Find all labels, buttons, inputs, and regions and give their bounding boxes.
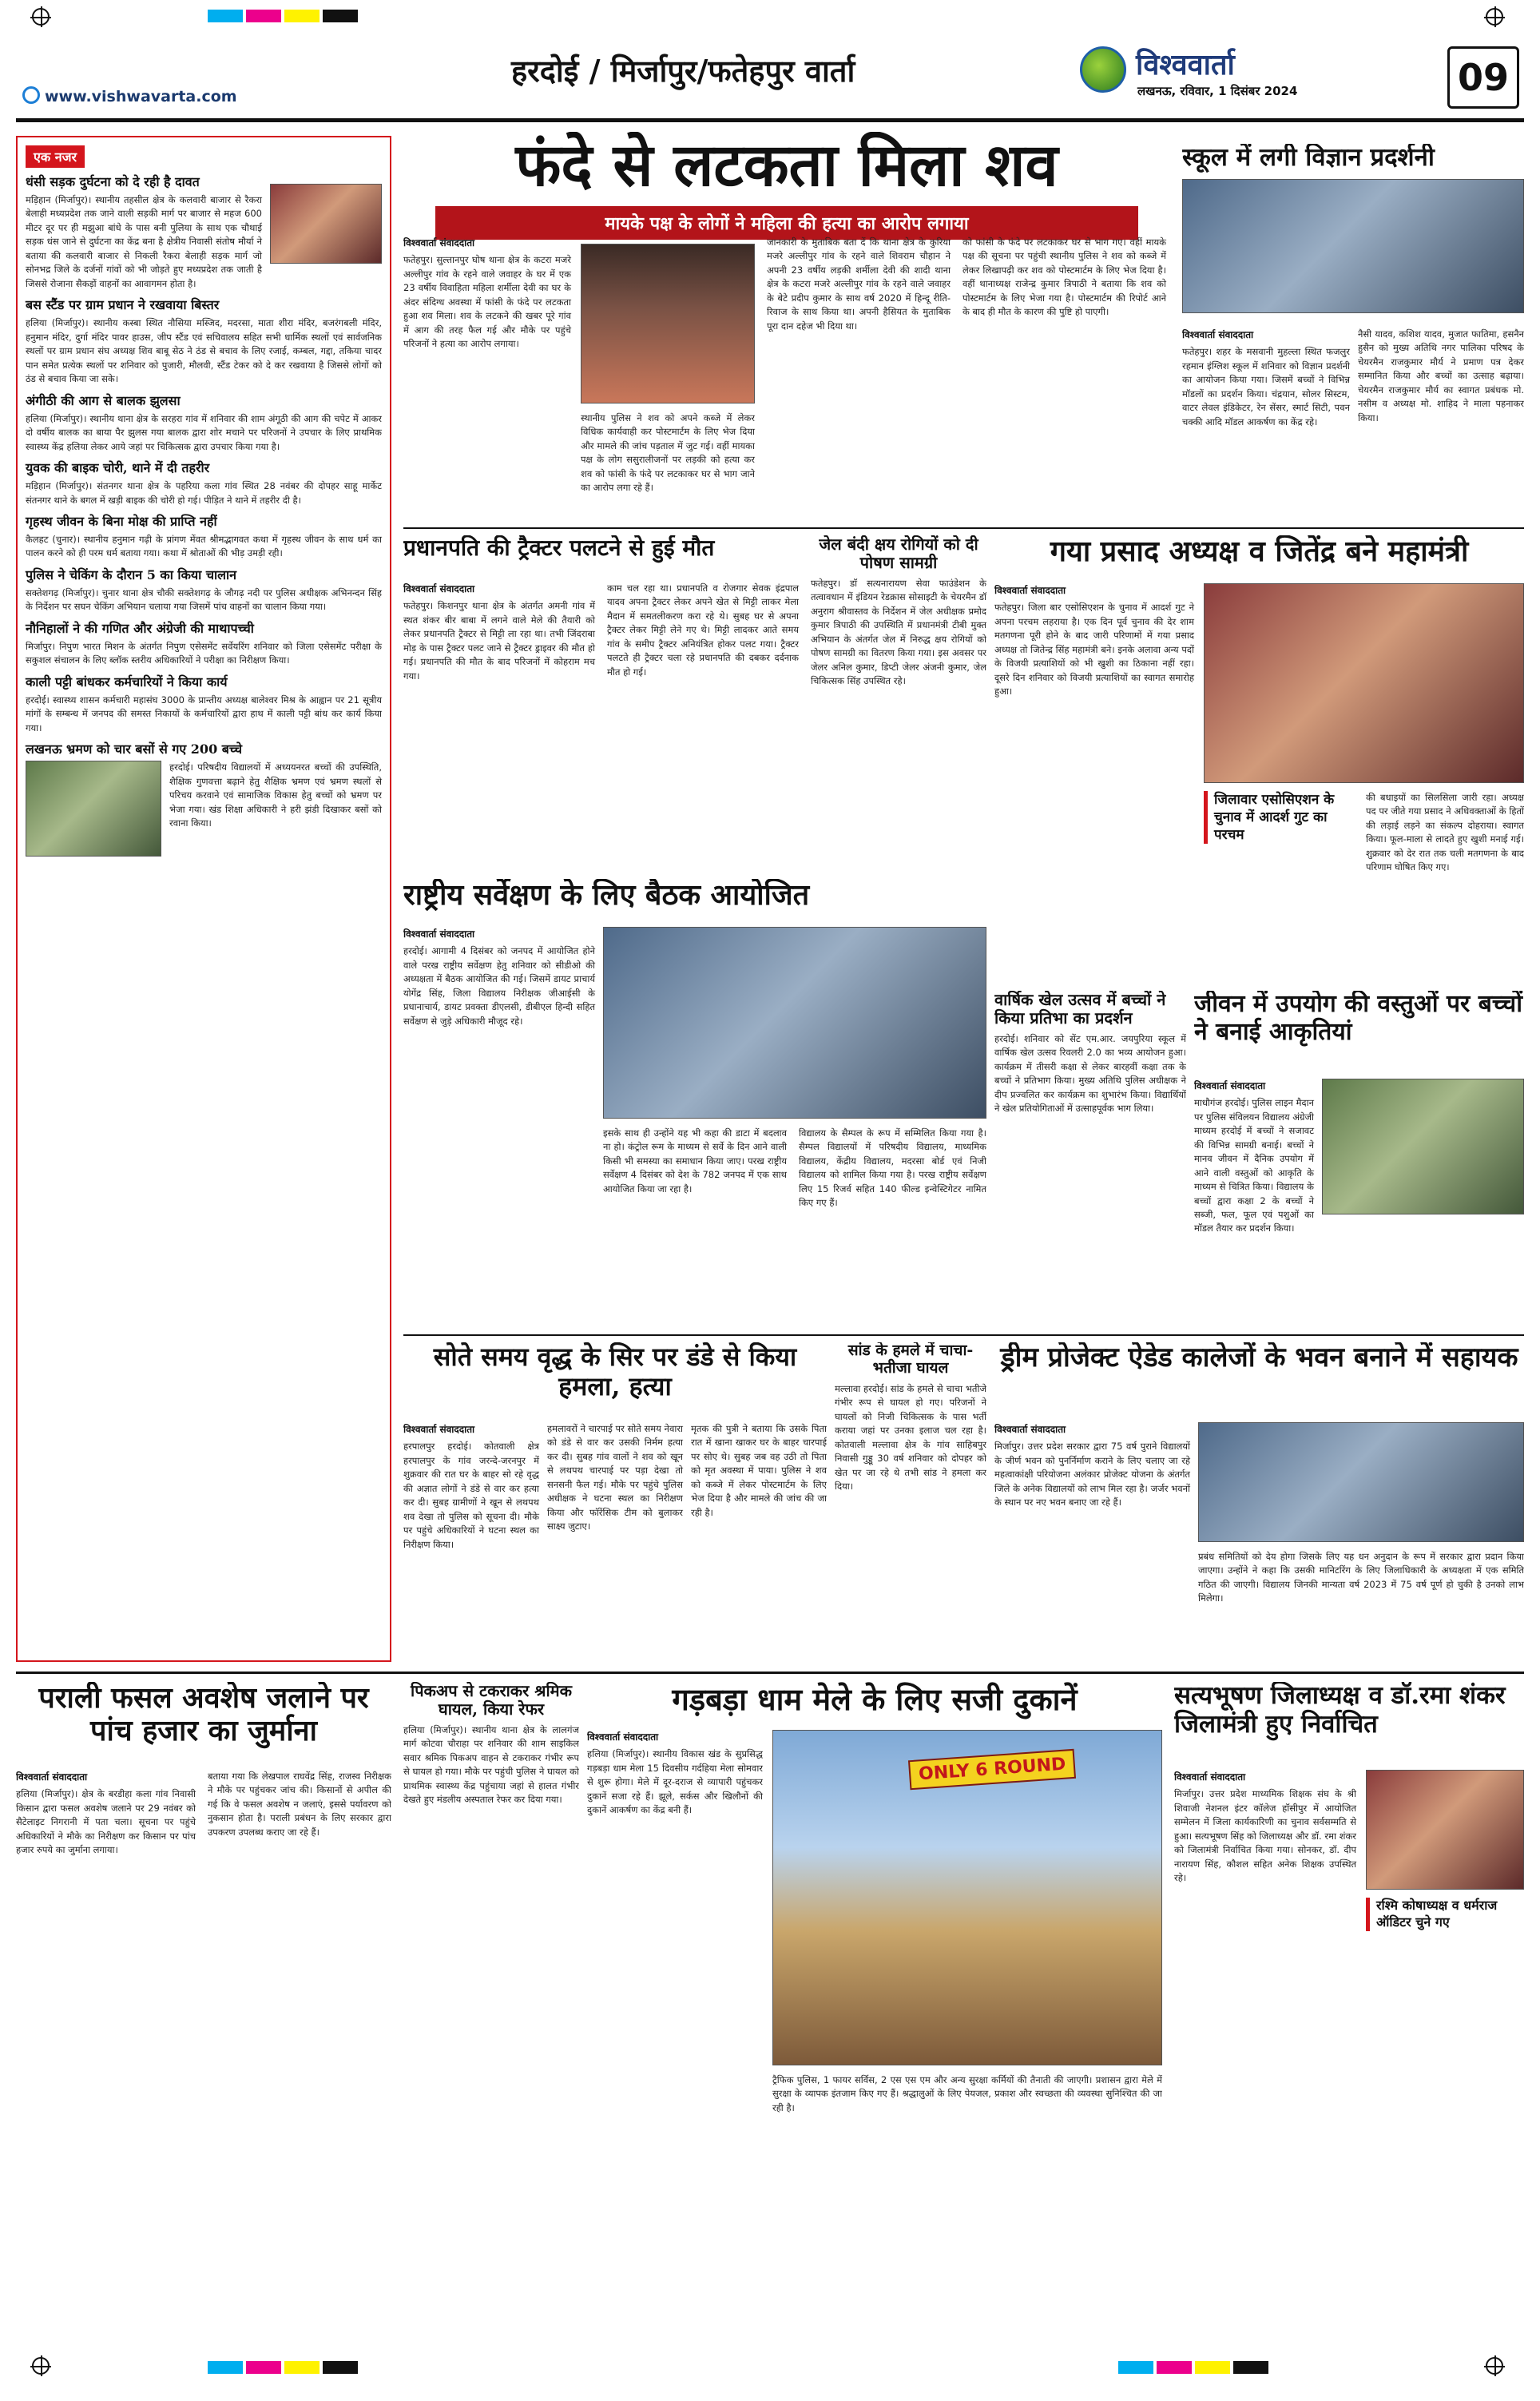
registration-mark: [32, 8, 50, 26]
parali-body-col1: हलिया (मिर्जापुर)। क्षेत्र के बरडीहा कला गांव निवासी किसान द्वारा फसल अवशेष जलाने पर 29 नवंबर को सैटेलाइट निगरानी में पता चला। सूचना पर पहुंचे अधिकारियों ने मौके का निरीक्षण कर किसान पर पांच हजार रुपये का जुर्माना लगाया।: [16, 1788, 196, 1856]
dream-headline: ड्रीम प्रोजेक्ट ऐडेड कालेजों के भवन बनाने में सहायक: [1000, 1342, 1518, 1373]
page-number: 09: [1457, 56, 1509, 99]
survey-body-col3: विद्यालय के सैम्पल के रूप में सम्मिलित किया गया है। सैम्पल विद्यालयों में परिषदीय विद्यालय, माध्यमिक विद्यालय, केंद्रीय विद्यालय, मदरसा बोर्ड एवं निजी विद्यालय को शामिल किया गया है। परख राष्ट्रीय सर्वेक्षण लिए 15 रिजर्व सहित 140 फील्ड इन्वेस्टिगेटर नामित किए गए हैं।: [799, 1127, 986, 1209]
gaya-body-col2: की बधाइयों का सिलसिला जारी रहा। अध्यक्ष पद पर जीते गया प्रसाद ने अधिवक्ताओं के हितों की लड़ाई लड़ने का संकल्प दोहराया। स्वागत किया। फूल-माला से लादते हुए खुशी मनाई गई। शुक्रवार को देर रात तक चली मतगणना के बाद परिणाम घोषित किए गए।: [1366, 792, 1524, 873]
science-body-col2: नैसी यादव, कशिश यादव, मुजात फातिमा, हसनैन हुसैन को मुख्य अतिथि नगर पालिका परिषद के चेयरमैन राजकुमार मौर्य ने प्रमाण पत्र देकर सम्मानित किया और बच्चों का उत्साह बढ़ाया। चेयरमैन राजकुमार मौर्य का स्वागत प्रबंधक मो. नसीम व अध्यक्ष मो. शाहिद ने माला पहनाकर किया।: [1358, 328, 1524, 423]
news-photo: [270, 184, 382, 264]
jail-story: [811, 535, 986, 871]
fair-sign: ONLY 6 ROUND: [908, 1749, 1077, 1790]
news-photo: [603, 927, 986, 1119]
lead-deck: मायके पक्ष के लोगों ने महिला की हत्या का आरोप लगाया: [435, 206, 1138, 240]
lead-body-col3: जानकारी के मुताबिक बता दें कि थाना क्षेत्र के कुरिया मजरे अल्लीपुर गांव के रहने वाले शिवराम चौहान ने अपनी 23 वर्षीय लड़की शर्मीला देवी की शादी थाना क्षेत्र के कटरा मजरे अल्लीपुर गांव के रहने वाले जवाहर के बेटे प्रदीप कुमार के साथ वर्ष 2020 में हिन्दू रीति-रिवाज के साथ किया था। अपनी हैसियत के मुताबिक पूरा दान दहेज भी दिया था।: [767, 237, 951, 332]
gaya-pullquote: जिलावार एसोसिएशन के चुनाव में आदर्श गुट का परचम: [1204, 791, 1355, 844]
byline: विश्ववार्ता संवाददाता: [403, 1424, 475, 1435]
gaya-body-col1: फतेहपुर। जिला बार एसोसिएशन के चुनाव में आदर्श गुट ने अपना परचम लहराया है। एक दिन पूर्व चुनाव की देर शाम मतगणना पूरी होने के बाद जारी परिणामों में गया प्रसाद अध्यक्ष तो जितेन्द्र सिंह महामंत्री बने। इनके अलावा अन्य पदों के विजयी प्रत्याशियों को भी खुशी का ठिकाना नहीं रहा। दूसरे दिन शनिवार को विजयी प्रत्याशियों का स्वागत समारोह हुआ।: [994, 602, 1194, 698]
gaya-story: [994, 535, 1524, 983]
website-url: www.vishwavarta.com: [45, 88, 237, 105]
ek-nazar-item: पुलिस ने चेकिंग के दौरान 5 का किया चालान सक्तेशगढ़ (मिर्जापुर)। चुनार थाना क्षेत्र चौकी सक्तेशगढ़ के जौगढ़ नदी पर पुलिस अधीक्षक अभिनन्दन सिंह के निर्देशन पर सघन चेकिंग अभियान चलाया गया जिसमें पांच वाहनों का चालान किया गया।: [26, 566, 382, 613]
ek-nazar-item: धंसी सड़क दुर्घटना को दे रही है दावत मड़िहान (मिर्जापुर)। स्थानीय तहसील क्षेत्र के कलवारी बाजार से रैकरा बेलाही मध्यप्रदेश तक जाने वाली सड़की मार्ग पर बाजार से महज 600 मीटर दूर पर ही मझुआ बांधे के पास बनी पुलिया के साथ एक चौथाई सड़क धंस जाने से दुर्घटना का केंद्र बना है क्षेत्रीय निवासी संतोष मौर्या ने बताया की कलवारी बाजार से निकली रैकरा बेलाही सड़क मार्ग जो सोनभद्र जिले के दर्जनों गांवों को भी जोड़ते हुए मध्यप्रदेश तक जाती है जिससे रोजाना सैकड़ों वाहनों का आवागमन होता है।: [26, 174, 382, 291]
satya-headline: सत्यभूषण जिलाध्यक्ष व डॉ.रमा शंकर जिलामंत्री हुए निर्वाचित: [1174, 1682, 1506, 1739]
jeevan-story: [1194, 991, 1524, 1326]
byline: विश्ववार्ता संवाददाता: [403, 928, 475, 940]
dateline: लखनऊ, रविवार, 1 दिसंबर 2024: [1137, 84, 1298, 98]
gadbada-headline: गड़बड़ा धाम मेले के लिए सजी दुकानें: [672, 1682, 1078, 1717]
sote-story: [403, 1342, 827, 1662]
ek-nazar-label: एक नजर: [26, 145, 85, 168]
byline: विश्ववार्ता संवाददाता: [587, 1731, 659, 1743]
victim-photo: [581, 244, 755, 403]
sote-body-col3: मृतक की पुत्री ने बताया कि उसके पिता रात में खाना खाकर घर के बाहर चारपाई पर सोए थे। सुबह जब वह उठी तो पिता को मृत अवस्था में पाया। पुलिस ने शव को कब्जे में लेकर पोस्टमार्टम के लिए भेज दिया है और मामले की जांच की जा रही है।: [691, 1423, 827, 1518]
pradhan-body-col1: फतेहपुर। किशनपुर थाना क्षेत्र के अंतर्गत अमनी गांव में स्थत शंकर बीर बाबा में लगने वाले मेले की तैयारी को लेकर प्रधानपति ट्रैक्टर से मिट्टी ला रहा था। तभी जिंदराबा मोड़ के पास ट्रैक्टर पलट जाने से ट्रैक्टर ड्राइवर की मौत हो गई। प्रधानपति की मौत के बाद परिजनों में कोहराम मच गया।: [403, 600, 595, 682]
news-photo: [1198, 1422, 1524, 1542]
page-footer: [0, 2317, 1540, 2401]
parali-story: [16, 1682, 391, 2297]
color-bar: [208, 2361, 361, 2377]
ek-nazar-item: अंगीठी की आग से बालक झुलसा हलिया (मिर्जापुर)। स्थानीय थाना क्षेत्र के सरहरा गांव में शनिवार की शाम अंगूठी की आग की चपेट में आकर दो वर्षीय बालक का बाया पैर झुलस गया बालक द्वारा शोर मचाने पर परिजनों ने उपचार के लिए प्राथमिक स्वास्थ्य केंद्र हलिया लेकर आये जहां पर चिकित्सक द्वारा उपचार किया गया है।: [26, 392, 382, 452]
jail-body: फतेहपुर। डॉ सत्यनारायण सेवा फाउंडेशन के तत्वावधान में इंडियन रेडक्रास सोसाइटी के चेयरमैन डॉ अनुराग श्रीवास्तव के निर्देशन में जेल अधीक्षक प्रमोद कुमार त्रिपाठी की उपस्थिति में प्रधानमंत्री टीबी मुक्त अभियान के अंतर्गत जेल में निरुद्ध क्षय रोगियों को पोषण सामग्री का वितरण किया गया। इस अवसर पर जेलर अनिल कुमार, डिप्टी जेलर अंजनी कुमार, जेल चिकित्सक सिंह उपस्थित रहे।: [811, 578, 986, 687]
news-photo: [1366, 1770, 1524, 1890]
survey-body-col2: इसके साथ ही उन्होंने यह भी कहा की डाटा में बदलाव ना हो। कंट्रोल रूम के माध्यम से सर्वे के दिन आने वाली किसी भी समस्या का समाधान किया जाए। परख राष्ट्रीय सर्वेक्षण 4 दिसंबर को देश के 782 जनपद में एक साथ आयोजित किया जा रहा है।: [603, 1127, 787, 1195]
registration-mark: [1486, 8, 1503, 26]
ek-nazar-item: युवक की बाइक चोरी, थाने में दी तहरीर मड़िहान (मिर्जापुर)। संतनगर थाना क्षेत्र के पहरिया कला गांव स्थित 28 नवंबर की दोपहर साहू मार्केट संतनगर थाने के बगल में खड़ी बाइक की चोरी हो गई। पीड़ित ने थाने में तहरीर दी है।: [26, 460, 382, 506]
satya-story: [1174, 1682, 1524, 2297]
parali-headline: पराली फसल अवशेष जलाने पर पांच हजार का जुर्माना: [38, 1682, 369, 1748]
gadbada-story: [587, 1682, 1162, 2297]
sports-story: [994, 991, 1186, 1326]
registration-mark: [1486, 2357, 1503, 2375]
survey-body-col1: हरदोई। आगामी 4 दिसंबर को जनपद में आयोजित होने वाले परख राष्ट्रीय सर्वेक्षण हेतु शनिवार को सीडीओ की अध्यक्षता में बैठक आयोजित की गई। जिसमें डायट प्राचार्य योगेंद्र सिंह, जिला विद्यालय निरीक्षक जीआईसी के प्रधानाचार्य, डायट प्रवक्ता डीएलसी, डीबीएल हिन्दी सहित सर्वेक्षण से जुड़े अधिकारी मौजूद रहे।: [403, 945, 595, 1027]
ek-nazar-column: [16, 136, 391, 1662]
color-bar: [1118, 2361, 1272, 2377]
gadbada-body-col2: ट्रैफिक पुलिस, 1 फायर सर्विस, 2 एस एस एम और अन्य सुरक्षा कर्मियों की तैनाती की जाएगी। प्रशासन द्वारा मेले में सुरक्षा के व्यापक इंतजाम किए गए हैं। श्रद्धालुओं के लिए पेयजल, प्रकाश और स्वच्छता की व्यवस्था सुनिश्चित की जा रही है।: [772, 2074, 1162, 2113]
byline: विश्ववार्ता संवाददाता: [1182, 329, 1254, 340]
parali-body-col2: बताया गया कि लेखपाल राघवेंद्र सिंह, राजस्व निरीक्षक ने मौके पर पहुंचकर जांच की। किसानों से अपील की गई कि वे फसल अवशेष न जलाएं, इससे पर्यावरण को नुकसान होता है। पराली प्रबंधन के लिए सरकार द्वारा उपकरण उपलब्ध कराए जा रहे हैं।: [208, 1771, 391, 1838]
page-number-box: [1447, 46, 1519, 109]
byline: विश्ववार्ता संवाददाता: [403, 237, 475, 248]
brand-logo-icon: [1080, 46, 1126, 93]
color-bar: [208, 10, 361, 26]
ie-icon: [22, 86, 40, 104]
survey-headline: राष्ट्रीय सर्वेक्षण के लिए बैठक आयोजित: [403, 879, 810, 912]
sote-body-col1: हरपालपुर हरदोई। कोतवाली क्षेत्र हरपालपुर के गांव जरन्दे-जरनपुर में शुक्रवार की रात घर के बाहर सो रहे वृद्ध की अज्ञात लोगों ने डंडे से वार कर हत्या कर दी। सुबह ग्रामीणों ने खून से लथपथ शव देखा तो पुलिस को सूचना दी। मौके पर पहुंचे अधिकारियों ने घटना स्थल का निरीक्षण किया।: [403, 1441, 539, 1550]
science-headline: स्कूल में लगी विज्ञान प्रदर्शनी: [1182, 144, 1435, 172]
byline: विश्ववार्ता संवाददाता: [16, 1771, 88, 1783]
jeevan-headline: जीवन में उपयोग की वस्तुओं पर बच्चों ने बनाई आकृतियां: [1194, 991, 1522, 1046]
news-photo: [1182, 179, 1524, 313]
pickup-story: [403, 1682, 579, 2297]
ek-nazar-item: नौनिहालों ने की गणित और अंग्रेजी की माथापच्ची मिर्जापुर। निपुण भारत मिशन के अंतर्गत निपुण एसेसमेंट सर्वेयरिंग शनिवार को जिला एसेसमेंट परीक्षा के सकुशल संचालन के लिए ब्लॉक स्तरीय अधिकारियों ने परीक्षा का निरीक्षण किया।: [26, 620, 382, 666]
pradhan-headline: प्रधानपति की ट्रैक्टर पलटने से हुई मौत: [403, 535, 715, 561]
satya-pullquote: रश्मि कोषाध्यक्ष व धर्मराज ऑडिटर चुने गए: [1366, 1898, 1524, 1931]
saand-body: मल्लावा हरदोई। सांड के हमले से चाचा भतीजे गंभीर रूप से घायल हो गए। परिजनों ने घायलों को निजी चिकित्सक के पास भर्ती कराया जहां पर उनका इलाज चल रहा है। कोतवाली मल्लावा क्षेत्र के गांव साहिबपुर निवासी गुड्डू 30 वर्ष शनिवार को दोपहर को खेत पर जा रहे थे तभी सांड ने हमला कर दिया।: [835, 1382, 986, 1492]
science-story: [1182, 144, 1524, 527]
news-photo: [1204, 583, 1524, 783]
section-divider: [403, 1334, 1524, 1336]
header-rule: [16, 118, 1524, 122]
region-title: हरदोई / मिर्जापुर/फतेहपुर वार्ता: [511, 53, 855, 89]
fair-photo: [772, 1730, 1162, 2065]
satya-body: मिर्जापुर। उत्तर प्रदेश माध्यमिक शिक्षक संघ के श्री शिवाजी नेशनल इंटर कॉलेज हॉसीपुर में आयोजित सम्मेलन में जिला कार्यकारिणी का चुनाव सर्वसम्मति से हुआ। सत्यभूषण सिंह को जिलाध्यक्ष और डॉ. रमा शंकर को जिलामंत्री निर्वाचित किया गया। सोनकर, डॉ. दीप नारायण सिंह, कौशल सहित अनेक शिक्षक उपस्थित रहे।: [1174, 1788, 1356, 1884]
pickup-body: हलिया (मिर्जापुर)। स्थानीय थाना क्षेत्र के लालगंज मार्ग कोटवा चौराहा पर शनिवार की शाम साइकिल सवार श्रमिक पिकअप वाहन से टकराकर गंभीर रूप से घायल हो गया। मौके पर पहुंची पुलिस ने घायल को प्राथमिक स्वास्थ्य केंद्र पहुंचाया जहां से हालत गंभीर देखते हुए मंडलीय अस्पताल रेफर कर दिया गया।: [403, 1724, 579, 1806]
jeevan-body: माधौगंज हरदोई। पुलिस लाइन मैदान पर पुलिस संविलयन विद्यालय अंग्रेजी माध्यम हरदोई में बच्चों ने सजावट की विभिन्न सामग्री बनाई। बच्चों ने मानव जीवन में दैनिक उपयोग में आने वाली वस्तुओं को आकृति के माध्यम से चित्रित किया। विद्यालय के बच्चों द्वारा कक्षा 2 के बच्चों ने सब्जी, फल, फूल एवं पशुओं का मॉडल तैयार कर प्रदर्शन किया।: [1194, 1097, 1314, 1234]
dream-body-col2: प्रबंध समितियों को देय होगा जिसके लिए यह धन अनुदान के रूप में सरकार द्वारा प्रदान किया जाएगा। उन्होंने ने कहा कि उसकी मानिटरिंग के लिए जिलाधिकारी के अध्यक्षता में एक समिति गठित की जाएगी। विद्यालय जिनकी मान्यता वर्ष 2023 में 75 वर्ष पूर्ण हो चुकी है उनको लाभ मिलेगा।: [1198, 1551, 1524, 1604]
page-header: [0, 0, 1540, 124]
lead-story: [403, 132, 1170, 515]
section-divider: [403, 527, 1524, 529]
sote-body-col2: हमलावरों ने चारपाई पर सोते समय नेवारा को डंडे से वार कर उसकी निर्मम हत्या कर दी। सुबह गांव वालों ने शव को खून से लथपथ चारपाई पर पड़ा देखा तो सनसनी फैल गई। मौके पर पहुंचे पुलिस अधीक्षक ने घटना स्थल का निरीक्षण किया और फॉरेंसिक टीम को बुलाकर साक्ष्य जुटाए।: [547, 1423, 683, 1532]
pickup-headline: पिकअप से टकराकर श्रमिक घायल, किया रेफर: [411, 1682, 572, 1719]
lead-body-col1: फतेहपुर। सुल्तानपुर घोष थाना क्षेत्र के कटरा मजरे अल्लीपुर गांव के रहने वाले जवाहर के घर में एक 23 वर्षीय विवाहिता महिला शर्मीला देवी का घर के अंदर संदिग्ध अवस्था में फांसी के फंदे पर लटकता हुआ शव मिला। शव के लटकने की खबर पूरे गांव में आग की तरह फैल गई और मौके पर पहुंचे परिजनों ने हत्या का आरोप लगाया।: [403, 254, 571, 350]
byline: विश्ववार्ता संवाददाता: [994, 1424, 1066, 1435]
news-photo: [26, 761, 161, 857]
section-divider: [16, 1672, 1524, 1674]
byline: विश्ववार्ता संवाददाता: [1194, 1080, 1266, 1091]
pradhan-story: [403, 535, 803, 871]
sports-body: हरदोई। शनिवार को सेंट एम.आर. जयपुरिया स्कूल में वार्षिक खेल उत्सव रिवलरी 2.0 का भव्य आयोजन हुआ। कार्यक्रम में तीसरी कक्षा से लेकर बारहवीं कक्षा तक के बच्चों ने प्रतिभाग किया। मुख्य अतिथि पुलिस अधीक्षक ने दीप प्रज्वलित कर कार्यक्रम का शुभारंभ किया। विद्यार्थियों ने खेल प्रतियोगिताओं में उत्साहपूर्वक भाग लिया।: [994, 1033, 1186, 1115]
gaya-headline: गया प्रसाद अध्यक्ष व जितेंद्र बने महामंत्री: [1050, 535, 1469, 568]
dream-body-col1: मिर्जापुर। उत्तर प्रदेश सरकार द्वारा 75 वर्ष पुराने विद्यालयों के जीर्ण भवन को पुनर्निर्माण कराने के लिए चलाए जा रहे महत्वाकांक्षी परियोजना अलंकार प्रोजेक्ट योजना के अंतर्गत जिले के अनेक विद्यालयों को लाभ मिल रहा है। जर्जर भवनों के स्थान पर नए भवन बनाए जा रहे हैं।: [994, 1441, 1190, 1509]
gadbada-body-col1: हलिया (मिर्जापुर)। स्थानीय विकास खंड के सुप्रसिद्ध गड़बड़ा धाम मेला 15 दिवसीय गर्दहिया मेला सोमवार से शुरू होगा। मेले में दूर-दराज से व्यापारी पहुंचकर दुकानें सजा रहे हैं। झूले, सर्कस और खिलौनों की दुकानें आकर्षण का केंद्र बनी हैं।: [587, 1748, 763, 1816]
sports-headline: वार्षिक खेल उत्सव में बच्चों ने किया प्रतिभा का प्रदर्शन: [994, 991, 1166, 1028]
dream-story: [994, 1342, 1524, 1662]
sote-headline: सोते समय वृद्ध के सिर पर डंडे से किया हमला, हत्या: [433, 1342, 797, 1401]
ek-nazar-item: गृहस्थ जीवन के बिना मोक्ष की प्राप्ति नहीं कैलहट (चुनार)। स्थानीय हनुमान गढ़ी के प्रांगण मेंवत श्रीमद्भागवत कथा में गृहस्थ जीवन के साथ धर्म का पालन करने को ही परम धर्म बताया गया। कथा में श्रोताओं की भीड़ उमड़ी रही।: [26, 513, 382, 559]
lead-headline: फंदे से लटकता मिला शव: [515, 132, 1058, 200]
jail-headline: जेल बंदी क्षय रोगियों को दी पोषण सामग्री: [819, 535, 978, 572]
saand-headline: सांड के हमले में चाचा-भतीजा घायल: [847, 1342, 974, 1377]
ek-nazar-item: काली पट्टी बांधकर कर्मचारियों ने किया कार्य हरदोई। स्वास्थ्य शासन कर्मचारी महासंघ 3000 के प्रान्तीय अध्यक्ष बालेश्वर मिश्र के आह्वान पर 21 सूत्रीय मांगों के सम्बन्ध में जनपद की समस्त निकायों के कर्मचारियों द्वारा हाथ में काली पट्टी बांध कर कार्य किया गया।: [26, 674, 382, 733]
ek-nazar-item: बस स्टैंड पर ग्राम प्रधान ने रखवाया बिस्तर हलिया (मिर्जापुर)। स्थानीय कस्बा स्थित नौसिया मस्जिद, मदरसा, माता शीरा मंदिर, बजरंगबली मंदिर, हनुमान मंदिर, दुर्गा मंदिर पावर हाउस, जीप स्टैंड एवं सचिवालय सहित सभी धार्मिक स्थलों एवं सार्वजनिक स्थलों पर ग्राम प्रधान संघ अध्यक्ष शिव बाबू सेठ ने ठंड से बचाव के लिए रजाई, कम्बल, गद्दा, तकिया चादर पान समेत प्रत्येक स्थलों पर शनिवार को पुजारी, मौलवी, स्टैंड टेकर को दे कर रखवाया है जिससे लोगों को ठंड से बचाव किया जा सके।: [26, 297, 382, 385]
lead-body-col4: को फांसी के फंदे पर लटकाकर घर से भाग गए। वहीं मायके पक्ष की सूचना पर पहुंची स्थानीय पुलिस ने शव को कब्जे में लेकर लिखापढ़ी कर शव को पोस्टमार्टम के लिए भेज दिया है। वहीं थानाध्यक्ष राजेन्द्र कुमार त्रिपाठी ने बताया कि शव को पोस्टमार्टम के लिए भेजा गया है। पोस्टमार्टम की रिपोर्ट आने के बाद ही मौत के कारण की पुष्टि हो पाएगी।: [963, 237, 1166, 318]
saand-story: [835, 1342, 986, 1662]
brand-name: विश्ववार्ता: [1136, 48, 1235, 81]
ek-nazar-item: लखनऊ भ्रमण को चार बसों से गए 200 बच्चे हरदोई। परिषदीय विद्यालयों में अध्ययनरत बच्चों की उपस्थिति, शैक्षिक गुणवत्ता बढ़ाने हेतु शैक्षिक भ्रमण एवं भ्रमण स्थलों से परिचय करवाने एवं सामाजिक विकास हेतु बच्चों को भ्रमण पर भेजा गया। खंड शिक्षा अधिकारी ने हरी झंडी दिखाकर बसों को रवाना किया।: [26, 741, 382, 830]
science-body-col1: फतेहपुर। शहर के मसवानी मुहल्ला स्थित फजलुर रहमान इंग्लिश स्कूल में शनिवार को विज्ञान प्रदर्शनी का आयोजन किया गया। जिसमें बच्चों ने विभिन्न मॉडलों का प्रदर्शन किया। चंद्रयान, सोलर सिस्टम, वाटर लेवल इंडिकेटर, रेन सेंसर, स्मार्ट सिटी, पवन चक्की आदि मॉडल आकर्षण का केंद्र रहे।: [1182, 346, 1350, 427]
lead-body-col2: स्थानीय पुलिस ने शव को अपने कब्जे में लेकर विधिक कार्यवाही कर पोस्टमार्टम के लिए भेज दिया और मामले की जांच पड़ताल में जुट गई। वहीं मायका पक्ष के लोग ससुरालीजनों पर लड़की को हत्या कर शव को फांसी के फंदे पर लटकाकर घर से भाग जाने का आरोप लगा रहे हैं।: [581, 412, 755, 494]
byline: विश्ववार्ता संवाददाता: [1174, 1771, 1246, 1783]
pradhan-body-col2: काम चल रहा था। प्रधानपति व रोजगार सेवक इंद्रपाल यादव अपना ट्रैक्टर लेकर अपने खेत से मिट्टी लाकर मेला मैदान में समतलीकरण करा रहे थे। सुबह घर से अपना ट्रैक्टर लेकर मिट्टी लेने गए थे। मिट्टी लादकर आते समय गांव के समीप ट्रैक्टर अनियंत्रित होकर पलट गया। ट्रैक्टर पलटते ही ट्रैक्टर चला रहे प्रधानपति की दबकर दर्दनाक मौत हो गई।: [607, 582, 799, 678]
registration-mark: [32, 2357, 50, 2375]
byline: विश्ववार्ता संवाददाता: [403, 583, 475, 594]
survey-story: [403, 879, 986, 1326]
news-photo: [1322, 1079, 1524, 1214]
byline: विश्ववार्ता संवाददाता: [994, 585, 1066, 596]
